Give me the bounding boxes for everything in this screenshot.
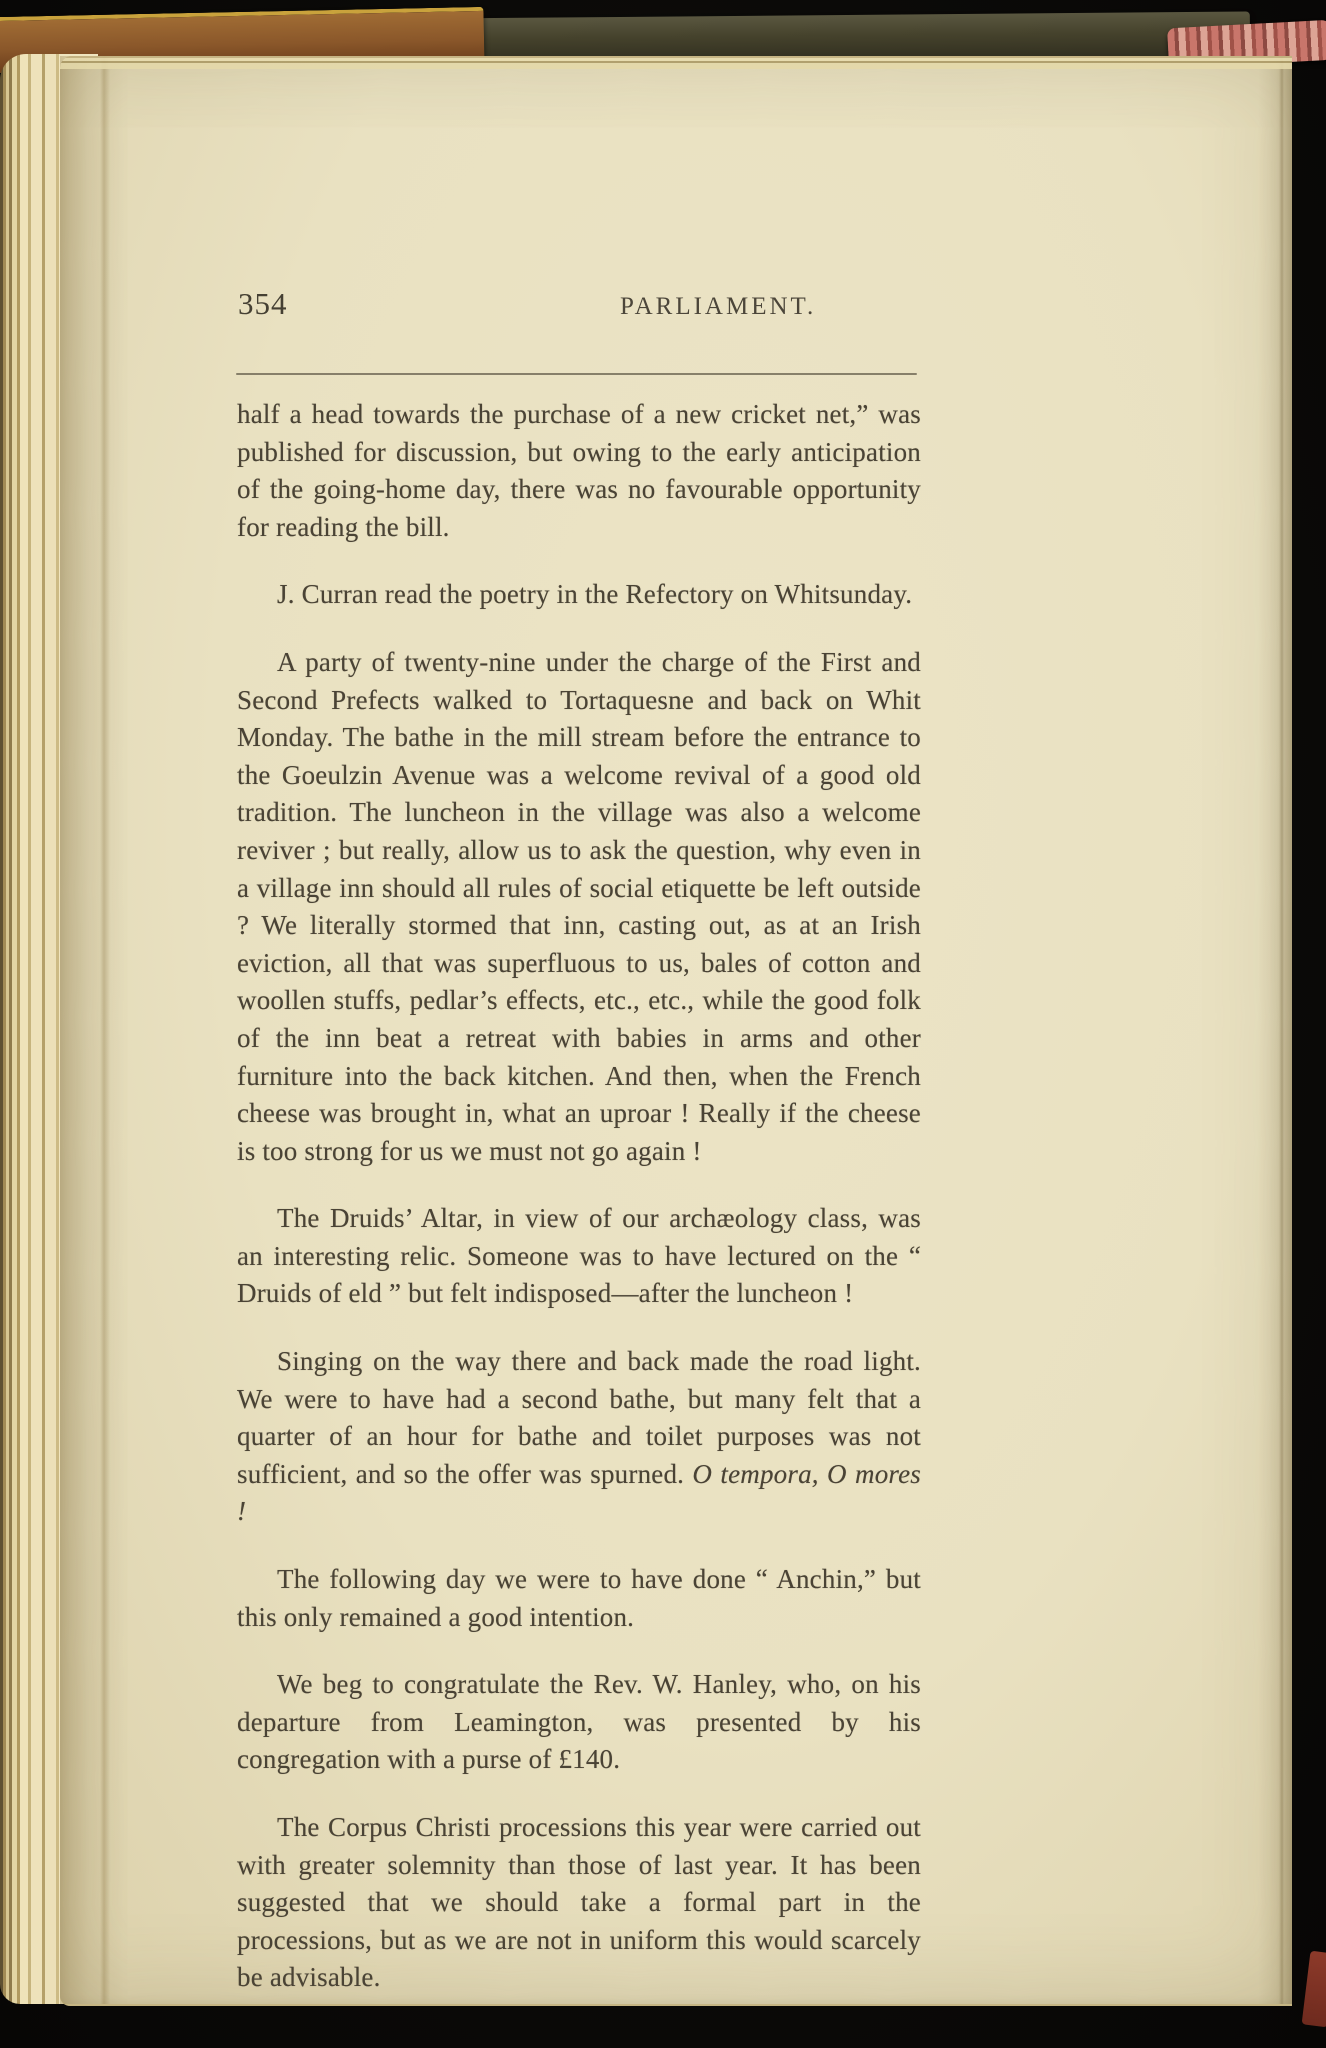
running-head: PARLIAMENT. [620,293,817,320]
paragraph [237,1809,921,1997]
page-top-edge [60,56,1292,69]
paragraph [237,1200,921,1313]
paragraph-text: half a head towards the purchase of a new cricket net,” was published for discussion, but owing to the early anticipation of the going-home day, there was no favourable opportunity for reading the bill. [237,399,921,542]
paragraph-text: Singing on the way there and back made the road light. We were to have had a second bathe, but many felt that a quarter of an hour for bathe and toilet purposes was not sufficient, and so the offer was spurned. [237,1346,921,1489]
text-column [237,396,921,1997]
book-page [60,56,1292,2006]
cover-corner [1302,1951,1326,2028]
page-number: 354 [238,286,288,321]
paragraph [237,396,921,546]
paragraph-text: The Druids’ Altar, in view of our archæology class, was an interesting relic. Someone was to have lectured on the “ Druids of eld ” but felt indisposed—after the luncheon ! [237,1203,921,1309]
paragraph [237,644,921,1170]
paragraph [237,1343,921,1531]
paragraph-text: J. Curran read the poetry in the Refectory on Whitsunday. [277,579,913,610]
paragraph-text: We beg to congratulate the Rev. W. Hanley, who, on his departure from Leamington, was presented by his congregation with a purse of £140. [237,1669,921,1775]
latin-phrase: O tempora, O mores ! [237,1458,921,1527]
paragraph-text: The following day we were to have done “ Anchin,” but this only remained a good intention. [237,1564,921,1632]
paragraph-text: A party of twenty-nine under the charge of the First and Second Prefects walked to Tortaquesne and back on Whit Monday. The bathe in the mill stream before the entrance to the Goeulzin Avenue was a welcome revival of a good old tradition. The luncheon in the village was also a welcome reviver ; but really, allow us to ask the question, why even in a village inn should all rules of social etiquette be left outside ? We literally stormed that inn, casting out, as at an Irish eviction, all that was superfluous to us, bales of cotton and woollen stuffs, pedlar’s effects, etc., etc., while the good folk of the inn beat a retreat with babies in arms and other furniture into the back kitchen. And then, when the French cheese was brought in, what an uproar ! Really if the cheese is too strong for us we must not go again ! [237,646,921,1166]
paragraph-text: The Corpus Christi processions this year were carried out with greater solemnity than those of last year. It has been suggested that we should take a formal part in the processions, but as we are not in uniform this would scarcely be advisable. [237,1812,921,1993]
header-rule [236,373,917,375]
paragraph [237,1666,921,1779]
paragraph [237,576,921,614]
paragraph [237,1561,921,1636]
